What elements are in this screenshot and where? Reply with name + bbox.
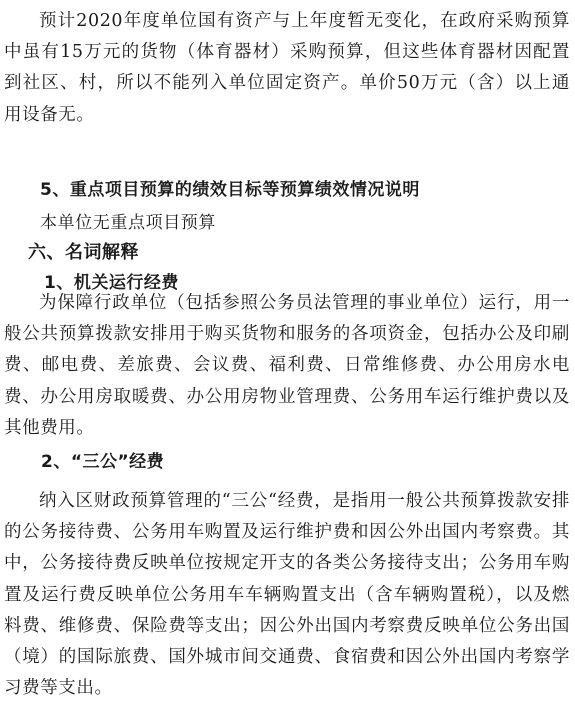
paragraph-assets: 预计2020年度单位国有资产与上年度暂无变化，在政府采购预算中虽有15万元的货物（体育器材）采购预算，但这些体育器材因配置到社区、村，所以不能列入单位固定资产。单价50万元（含）以上通用设备无。 xyxy=(4,11,570,125)
paragraph-operating-expense: 为保障行政单位（包括参照公务员法管理的事业单位）运行，用一般公共预算拨款安排用于购买货物和服务的各项资金，包括办公及印刷费、邮电费、差旅费、会议费、福利费、日常维修费、办公用房水电费、办公用房取暖费、办公用房物业管理费、公务用车运行维护费以及其他费用。 xyxy=(4,293,570,438)
paragraph-no-key-project: 本单位无重点项目预算 xyxy=(40,213,216,233)
heading-glossary: 六、名词解释 xyxy=(28,242,139,263)
paragraph-three-public: 纳入区财政预算管理的“三公“经费，是指用一般公共预算拨款安排的公务接待费、公务用车购置及运行维护费和因公外出国内考察费。其中，公务接待费反映单位按规定开支的各类公务接待支出；公务用车购置及运行费反映单位公务用车车辆购置支出（含车辆购置税），以及燃料费、维修费、保险费等支出；因公外出国内考察费反映单位公务出国（境）的国际旅费、国外城市间交通费、食宿费和因公外出国内考察学习费等支出。 xyxy=(4,491,570,699)
heading-performance-targets: 5、重点项目预算的绩效目标等预算绩效情况说明 xyxy=(40,180,420,200)
heading-operating-expense: 1、机关运行经费 xyxy=(44,273,179,293)
heading-three-public: 2、“三公”经费 xyxy=(41,452,165,472)
